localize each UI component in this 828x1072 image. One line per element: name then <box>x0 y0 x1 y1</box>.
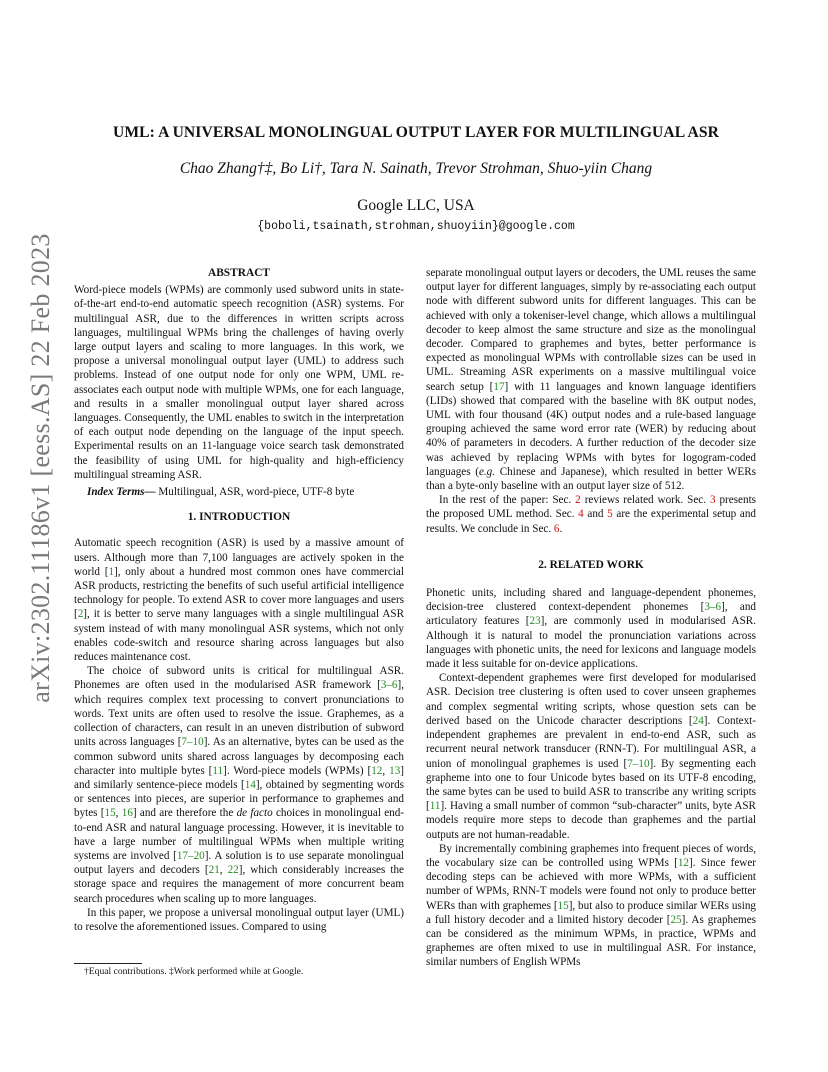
citation-link[interactable]: 23 <box>529 615 541 628</box>
citation-link[interactable]: 16 <box>121 807 133 820</box>
citation-link[interactable]: 17–20 <box>176 849 205 862</box>
arxiv-stamp: arXiv:2302.11186v1 [eess.AS] 22 Feb 2023 <box>26 233 55 703</box>
citation-link[interactable]: 15 <box>557 899 569 912</box>
citation-link[interactable]: 21 <box>208 864 220 877</box>
affiliation: Google LLC, USA <box>357 197 475 214</box>
section-link[interactable]: 6 <box>553 522 560 535</box>
citation-link[interactable]: 7–10 <box>181 736 204 749</box>
section-link[interactable]: 5 <box>607 508 613 521</box>
section-link[interactable]: 2 <box>575 494 581 507</box>
citation-link[interactable]: 3–6 <box>704 601 722 614</box>
intro-paragraph-5: In the rest of the paper: Sec. 2 reviews related work. Sec. 3 presents the proposed UML method. Sec. 4 and 5 are the experimental setup and results. We conclude in Sec. 6. <box>426 494 756 535</box>
paper-title: UML: A UNIVERSAL MONOLINGUAL OUTPUT LAYER FOR MULTILINGUAL ASR <box>112 124 720 141</box>
related-work-heading: 2. RELATED WORK <box>538 558 644 571</box>
citation-link[interactable]: 2 <box>77 608 84 621</box>
citation-link[interactable]: 7–10 <box>627 757 650 770</box>
citation-link[interactable]: 3–6 <box>380 679 398 692</box>
citation-link[interactable]: 11 <box>429 800 441 813</box>
citation-link[interactable]: 12 <box>677 856 689 869</box>
intro-paragraph-4: separate monolingual output layers or decoders, the UML reuses the same output layer for different languages, simply by re-associating each output node with different subword units for different languages. This can be achieved with only a tokeniser-level change, which allows a multilingual decoder to keep almost the same structure and size as the monolingual decoder. Compared to graphemes and bytes, better performance is expected as monolingual WPMs with controllable sizes can be used in UML. Streaming ASR experiments on a massive multilingual voice search setup [17] with 11 languages and known language identifiers (LIDs) showed that compared with the baseline with 8K output nodes, UML with four thousand (4K) output nodes and a rule-based language grouping achieved the same word error rate (WER) by reducing about 40% of parameters in decoders. A further reduction of the decoder size was achieved by replacing WPMs with bytes for logogram-coded languages (e.g. Chinese and Japanese), which resulted in better WERs than a byte-only baseline with an output layer size of 512. <box>426 267 757 493</box>
section-link[interactable]: 4 <box>578 508 584 521</box>
citation-link[interactable]: 15 <box>104 807 116 820</box>
citation-link[interactable]: 14 <box>244 778 256 791</box>
footnote-rule <box>74 963 142 964</box>
abstract-heading: ABSTRACT <box>207 267 271 279</box>
abstract-text: Word-piece models (WPMs) are commonly used subword units in state-of-the-art end-to-end automatic speech recognition (ASR) systems. For multilingual ASR, due to the differences in written scripts across languages, multilingual WPMs bring the challenges of having overly large output layers and scaling to more languages. In this work, we propose a universal monolingual output layer (UML) to address such problems. Instead of one output node for only one WPM, UML re-associates each output node with multiple WPMs, one for each language, and results in a smaller monolingual output layer shared across languages. Consequently, the UML enables to switch in the interpretation of each output node depending on the language of the input speech. Experimental results on an 11-language voice search task demonstrated the feasibility of using UML for high-quality and high-efficiency multilingual streaming ASR. <box>74 284 404 481</box>
intro-paragraph-2: The choice of subword units is critical for multilingual ASR. Phonemes are often used in the modularised ASR framework [3–6], which requires complex text processing to convert pronunciations to words. Text units are often used to resolve the issue. Graphemes, as a collection of characters, can result in an uneven distribution of subword units across languages [7–10]. As an alternative, bytes can be used as the common subword units shared across languages by decomposing each character into multiple bytes [11]. Word-piece models (WPMs) [12, 13] and similarly sentence-piece models [14], obtained by segmenting words or sentences into pieces, are superior in performance to graphemes and bytes [15, 16] and are therefore the de facto choices in monolingual end-to-end ASR and natural language processing. However, it is inevitable to have a large number of multilingual WPMs when multiple writing systems are involved [17–20]. A solution is to use separate monolingual output layers and decoders [21, 22], which considerably increases the storage space and requires the management of more concurrent beam search procedures when scaling up to more languages. <box>74 665 405 905</box>
citation-link[interactable]: 11 <box>212 764 224 777</box>
citation-link[interactable]: 22 <box>227 864 239 877</box>
intro-paragraph-3: In this paper, we propose a universal monolingual output layer (UML) to resolve the aforementioned issues. Compared to using <box>74 906 404 933</box>
intro-paragraph-1: Automatic speech recognition (ASR) is used by a massive amount of users. Although more than 7,100 languages are actively spoken in the world [1], only about a hundred most common ones have commercial ASR products, restricting the benefits of such useful artificial intelligence technology for people. To extend ASR to cover more languages and users [2], it is better to serve many languages with a single multilingual ASR system instead of with many monolingual ASR systems, which not only enables code-switch and resource sharing across languages but also reduces maintenance cost. <box>74 537 404 664</box>
citation-link[interactable]: 25 <box>670 913 682 926</box>
section-link[interactable]: 3 <box>709 494 716 507</box>
related-paragraph-3: By incrementally combining graphemes into frequent pieces of words, the vocabulary size can be controlled using WPMs [12]. Since fewer decoding steps can be achieved with more WPMs, with a sufficient number of WPMs, RNN-T models were found not only to produce better WERs than with graphemes [15], but also to produce similar WERs using a full history decoder and a limited history decoder [25]. As graphemes can be considered as the minimum WPMs, in practice, WPMs and graphemes are often mixed to use in multilingual ASR. For instance, similar numbers of English WPMs <box>426 842 757 969</box>
citation-link[interactable]: 13 <box>389 764 401 777</box>
index-terms <box>74 485 404 499</box>
related-paragraph-2: Context-dependent graphemes were first developed for modularised ASR. Decision tree clustering is often used to cover unseen graphemes and complex segmental writing scripts, whose question sets can be derived based on the Unicode character descriptions [24]. Context-independent graphemes are prevalent in end-to-end ASR, such as recurrent neural network transducer (RNN-T). For multilingual ASR, a union of monolingual graphemes is used [7–10]. By segmenting each grapheme into one to four Unicode bytes based on its UTF-8 encoding, the same bytes can be used to build ASR to transcribe any writing scripts [11]. Having a small number of common “sub-character” units, byte ASR models require more steps to decode than graphemes and the partial outputs are not human-readable. <box>426 672 756 841</box>
author-emails: {boboli,tsainath,strohman,shuoyiin}@google.com <box>257 220 575 233</box>
intro-heading: 1. INTRODUCTION <box>187 511 291 524</box>
related-paragraph-1: Phonetic units, including shared and language-dependent phonemes, decision-tree clustered context-dependent phonemes [3–6], and articulatory features [23], are commonly used in modularised ASR. Although it is natural to model the pronunciation variations across languages with phonetic units, the need for lexicons and language models made it less suitable for on-device applications. <box>426 587 756 671</box>
index-terms-value: Multilingual, ASR, word-piece, UTF-8 byte <box>158 486 355 499</box>
citation-link[interactable]: 12 <box>371 764 383 777</box>
left-column <box>74 266 404 934</box>
right-column <box>426 266 756 970</box>
citation-link[interactable]: 24 <box>692 714 704 727</box>
citation-link[interactable]: 1 <box>108 565 115 578</box>
footnote: †Equal contributions. ‡Work performed while at Google. <box>84 966 304 977</box>
index-terms-label: Index Terms— <box>87 486 156 499</box>
citation-link[interactable]: 17 <box>493 380 505 393</box>
author-list: Chao Zhang†‡, Bo Li†, Tara N. Sainath, Trevor Strohman, Shuo-yiin Chang <box>179 160 653 177</box>
